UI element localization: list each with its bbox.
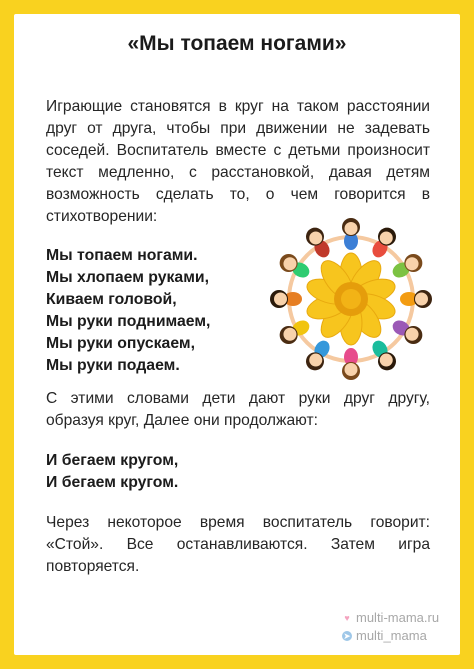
- verse-line: Мы хлопаем руками,: [46, 269, 209, 286]
- verse-line: Мы руки подаем.: [46, 357, 180, 374]
- watermark-handle-row[interactable]: [342, 627, 439, 645]
- verse-line: Мы руки опускаем,: [46, 335, 195, 352]
- verse-first: [46, 245, 210, 377]
- middle-paragraph: [46, 388, 430, 432]
- verse-line: Киваем головой,: [46, 291, 177, 308]
- outro-line: повторяется.: [46, 558, 140, 575]
- watermark-handle: multi_mama: [356, 628, 427, 643]
- child-figure: [342, 348, 360, 380]
- outro-line: Через некоторое время воспитатель говорит:: [46, 514, 430, 531]
- intro-line: друг от друга, чтобы при движении не задевать: [46, 120, 430, 137]
- children-circle-flower-icon: [262, 207, 440, 385]
- watermark-site: multi-mama.ru: [356, 610, 440, 625]
- intro-line: соседей. Воспитатель вместе с детьми произносит: [46, 142, 430, 159]
- verse-line: Мы топаем ногами.: [46, 247, 198, 264]
- outro-paragraph: [46, 512, 430, 578]
- page-title: «Мы топаем ногами»: [127, 32, 347, 55]
- heart-icon: ♥: [344, 613, 350, 623]
- middle-line: С этими словами дети дают руки друг другу,: [46, 390, 430, 407]
- watermark-site-row[interactable]: [342, 609, 439, 627]
- verse-line: И бегаем кругом,: [46, 452, 179, 469]
- intro-line: текст медленно, с расстановкой, давая детям: [46, 164, 430, 181]
- middle-line: образуя круг, Далее они продолжают:: [46, 412, 318, 429]
- verse-line: Мы руки поднимаем,: [46, 313, 211, 330]
- child-figure: [270, 290, 302, 308]
- verse-second: [46, 450, 178, 494]
- intro-line: стихотворении:: [46, 208, 158, 225]
- intro-line: возможность сделать то, о чем говорится в: [46, 186, 430, 203]
- child-figure: [400, 290, 432, 308]
- child-figure: [342, 218, 360, 250]
- intro-line: Играющие становятся в круг на таком расстоянии: [46, 98, 430, 115]
- telegram-icon: ➤: [343, 631, 351, 641]
- verse-line: И бегаем кругом.: [46, 474, 179, 491]
- outro-line: «Стой». Все останавливаются. Затем игра: [46, 536, 430, 553]
- watermark: [342, 609, 439, 645]
- flower: [304, 253, 398, 345]
